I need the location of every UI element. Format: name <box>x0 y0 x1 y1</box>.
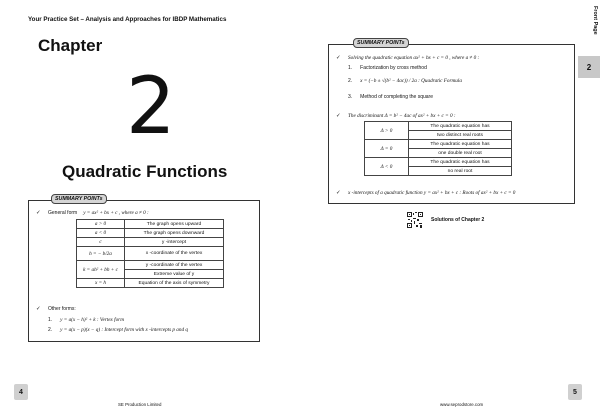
qr-label[interactable]: Solutions of Chapter 2 <box>431 217 485 223</box>
chapter-number: 2 <box>126 62 176 152</box>
table-row: Extreme value of y <box>77 270 224 279</box>
method-3: 3. Method of completing the square <box>348 94 433 100</box>
general-form-label: General form <box>48 210 78 216</box>
table-row: Δ = 0 The quadratic equation has <box>365 140 512 149</box>
discriminant-label: The discriminant Δ = b² − 4ac of ax² + bx + c = 0 : <box>348 113 456 119</box>
check-icon: ✓ <box>336 55 341 61</box>
table-row: one double real root <box>365 149 512 158</box>
front-page-label: Front Page <box>592 6 598 35</box>
intercepts-row <box>336 190 515 196</box>
table-row: x = h Equation of the axis of symmetry <box>77 279 224 288</box>
check-icon: ✓ <box>36 306 41 312</box>
chapter-tab[interactable]: 2 <box>578 56 600 78</box>
discriminant-row <box>336 113 456 119</box>
table-row: c y -intercept <box>77 238 224 247</box>
solving-row <box>336 55 479 61</box>
footer-right: www.seprodstore.com <box>440 402 484 407</box>
general-form-eq: y = ax² + bx + c , where a ≠ 0 : <box>83 210 149 216</box>
other-forms-label: Other forms: <box>48 306 76 312</box>
page-number-left[interactable]: 4 <box>14 384 28 400</box>
other-forms-row <box>36 306 76 312</box>
table-row: Δ < 0 The quadratic equation has <box>365 158 512 167</box>
check-icon: ✓ <box>336 113 341 119</box>
discriminant-table <box>364 121 512 176</box>
intercepts-label: x -intercepts of a quadratic function y = ax² + bx + c : Roots of ax² + bx + c = 0 <box>348 190 516 196</box>
method-2: 2. x = (−b ± √(b² − 4ac)) / 2a : Quadratic Formula <box>348 78 462 84</box>
qr-code-icon[interactable] <box>407 212 423 228</box>
method-1: 1. Factorization by cross method <box>348 65 427 71</box>
other-form-1: 1. y = a(x − h)² + k : Vertex form <box>48 317 124 323</box>
properties-table <box>76 219 224 288</box>
chapter-word: Chapter <box>38 36 103 55</box>
table-row: a > 0 The graph opens upward <box>77 220 224 229</box>
table-row: h = − b/2a x -coordinate of the vertex <box>77 247 224 261</box>
table-row: k = ah² + bh + c y -coordinate of the vertex <box>77 261 224 270</box>
table-row: a < 0 The graph opens downward <box>77 229 224 238</box>
footer-left: SE Production Limited <box>118 402 162 407</box>
general-form-row <box>36 210 149 216</box>
left-summary-badge: SUMMARY POINTs <box>51 194 107 204</box>
check-icon: ✓ <box>336 190 341 196</box>
page-number-right[interactable]: 5 <box>568 384 582 400</box>
other-form-2: 2. y = a(x − p)(x − q) : Intercept form with x -intercepts p and q <box>48 327 188 333</box>
right-summary-badge: SUMMARY POINTs <box>353 38 409 48</box>
header-title: Your Practice Set – Analysis and Approaches for IBDP Mathematics <box>28 16 227 23</box>
table-row: no real root <box>365 167 512 176</box>
check-icon: ✓ <box>36 210 41 216</box>
chapter-title: Quadratic Functions <box>62 162 228 181</box>
solving-label: Solving the quadratic equation ax² + bx + c = 0 , where a ≠ 0 : <box>348 55 480 61</box>
table-row: Δ > 0 The quadratic equation has <box>365 122 512 131</box>
table-row: two distinct real roots <box>365 131 512 140</box>
